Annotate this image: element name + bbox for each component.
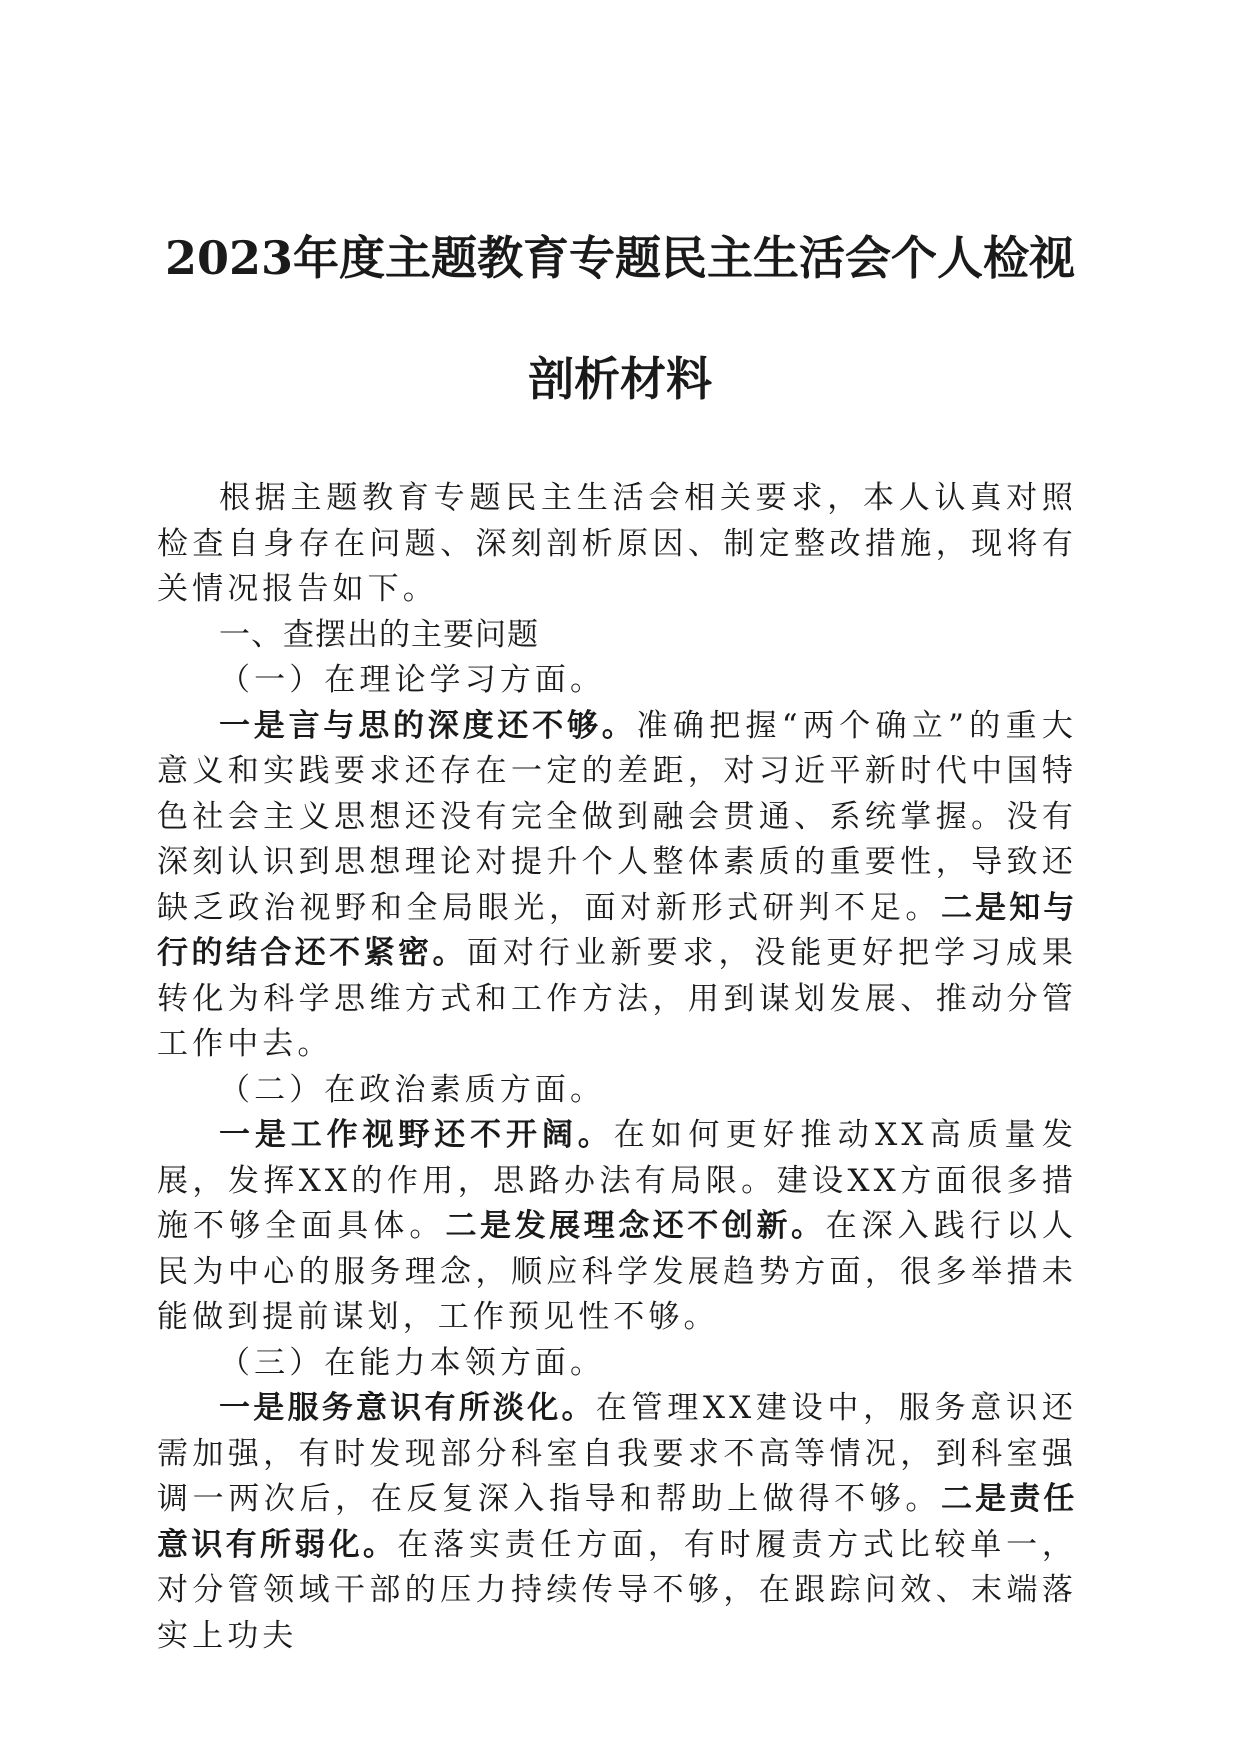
subsection-heading-politics: （二）在政治素质方面。 — [219, 1071, 606, 1108]
document-title-line-2: 剖析材料 — [528, 352, 712, 406]
intro-paragraph: 根据主题教育专题民主生活会相关要求，本人认真对照检查自身存在问题、深刻剖析原因、制定整改措施，现将有关情况报告如下。 — [157, 480, 1077, 607]
paragraph-politics — [157, 1113, 1077, 1341]
subsection-heading-theory: （一）在理论学习方面。 — [219, 662, 606, 698]
subsection-heading-ability: （三）在能力本领方面。 — [219, 1344, 606, 1381]
paragraph-theory — [157, 704, 1077, 1068]
point-text: 准确把握“两个确立”的重大意义和实践要求还存在一定的差距，对习近平新时代中国特色社会主义思想还没有完全做到融会贯通、系统掌握。没有深刻认识到思想理论对提升个人整体素质的重要性，导致还缺乏政治视野和全局眼光，面对新形式研判不足。 — [157, 707, 1078, 926]
point-bold: 一是服务意识有所淡化。 — [219, 1390, 596, 1426]
point-text: 在深入践行以人民为中心的服务理念，顺应科学发展趋势方面，很多举措未能做到提前谋划，工作预见性不够。 — [157, 1208, 1077, 1335]
point-text: 在落实责任方面，有时履责方式比较单一，对分管领域干部的压力持续传导不够，在跟踪问效、末端落实上功夫 — [157, 1526, 1077, 1654]
section-heading-1: 一、查摆出的主要问题 — [219, 616, 539, 653]
point-text: 面对行业新要求，没能更好把学习成果转化为科学思维方式和工作方法，用到谋划发展、推动分管工作中去。 — [157, 935, 1077, 1062]
paragraph-ability — [157, 1386, 1077, 1659]
point-text: 在管理XX建设中，服务意识还需加强，有时发现部分科室自我要求不高等情况，到科室强调一两次后，在反复深入指导和帮助上做得不够。 — [157, 1390, 1077, 1517]
point-bold: 二是知与行的结合还不紧密。 — [157, 889, 1077, 971]
point-bold: 一是言与思的深度还不够。 — [219, 707, 637, 744]
point-bold: 二是责任意识有所弱化。 — [157, 1481, 1077, 1563]
point-bold: 一是工作视野还不开阔。 — [219, 1117, 614, 1153]
document-body — [157, 476, 1077, 1659]
point-text: 在如何更好推动XX高质量发展，发挥XX的作用，思路办法有局限。建设XX方面很多措施不够全面具体。 — [157, 1117, 1077, 1244]
point-bold: 二是发展理念还不创新。 — [445, 1208, 826, 1244]
document-title-line-1: 2023年度主题教育专题民主生活会个人检视 — [164, 231, 1076, 285]
